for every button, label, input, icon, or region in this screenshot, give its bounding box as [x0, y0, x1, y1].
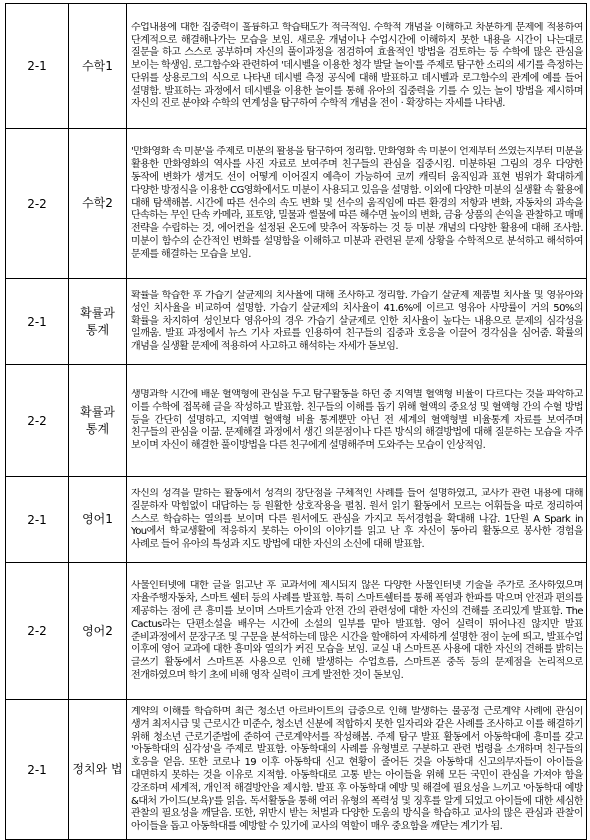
subject-cell	[69, 365, 127, 477]
subject-label: 영어1	[82, 512, 113, 526]
table-row	[6, 279, 587, 365]
table-row	[6, 700, 587, 840]
remarks-text: 사물인터넷에 대한 글을 읽고난 후 교과서에 제시되지 않은 다양한 사물인터넷 기술을 추가로 조사하였으며 자율주행자동차, 스마트 쉘터 등의 사례를 발표함. 특히 스마트쉘터를 통해 폭염과 한파를 막으며 안전과 편의를 제공하는 점에 큰 흥미를 보이며 스마트기술과 안전 간의 관련성에 대한 자신의 견해를 조리있게 발표함. The Cactus라는 단편소설을 배우는 시간에 소설의 일부를 맡아 발표함. 영어 실력이 뛰어나진 않지만 발표 준비과정에서 문장구조 및 구문을 분석하는데 많은 시간을 할애하여 자세하게 설명한 점이 눈에 띄고, 발표수업 이후에 영어 교과에 대한 흥미와 열의가 커진 모습을 보임. 교실 내 스마트폰 사용에 대한 자신의 견해를 밝히는 글쓰기 활동에서 스마트폰 사용으로 인해 발생하는 수업흐름, 스마트폰 중독 등의 문제점을 논리적으로 전개하였으며 학기 초에 비해 영작 실력이 크게 발전한 것이 돋보임.	[131, 580, 583, 681]
table-row	[6, 563, 587, 700]
remarks-cell	[127, 279, 587, 365]
subject-label: 통계	[85, 421, 110, 436]
term-cell: 2-1	[6, 4, 69, 129]
term-cell: 2-2	[6, 563, 69, 700]
remarks-cell	[127, 365, 587, 477]
table-row	[6, 477, 587, 563]
remarks-text: 자신의 성격을 말하는 활동에서 성격의 장단점을 구체적인 사례를 들어 설명하였고, 교사가 관련 내용에 대해 질문하자 막힘없이 대답하는 등 원활한 상호작용을 펼침. 원서 읽기 활동에서 모르는 어휘들을 따로 정리하여 스스로 학습하는 열의를 보이며 다른 원서에도 관심을 가지고 독서경험을 확대해 나감. 1단원 A Spark in You에서 학교생활에 적응하지 못하는 아이의 이야기를 읽고 난 후 자신이 동아리 활동으로 봉사한 경험을 사례로 들어 유아의 특성과 지도 방법에 대한 자신의 소신에 대해 발표함.	[131, 488, 583, 551]
remarks-cell	[127, 700, 587, 840]
subject-cell	[69, 4, 127, 129]
remarks-text: 확률을 학습한 후 가습기 살균제의 치사율에 대해 조사하고 정리함. 가습기 살균제 제품별 치사율 및 영유아와 성인 치사율을 비교하여 설명함. 가습기 살균제의 치사율이 41.6%에 이르고 영유아 사망률이 거의 50%의 확률을 차지하여 성인보다 영유아의 경우 가습기 살균제로 인한 치사율이 높다는 내용으로 문제의 심각성을 일깨움. 발표 과정에서 뉴스 기사 자료를 인용하여 친구들의 집중과 호응을 이끌어 경각심을 심어줌. 확률의 개념을 실생활 문제에 적용하여 사고하고 해석하는 자세가 돋보임.	[131, 290, 583, 353]
subject-cell	[69, 129, 127, 279]
remarks-cell	[127, 477, 587, 563]
remarks-text: '만화영화 속 미분'을 주제로 미분의 활용을 탐구하여 정리함. 만화영화 속 미분이 언제부터 쓰였는지부터 미분을 활용한 만화영화의 역사를 사진 자료로 보여주며 친구들의 관심을 집중시킴. 미분하된 그림의 경우 다양한 동작에 변화가 생겨도 선이 어떻게 이어질지 예측이 가능하여 코끼 캐릭터 움직임과 표현 범위가 확대하게 다양한 방정식을 이용한 CG영화에서도 미분이 사용되고 있음을 설명함. 이외에 다양한 미분의 실생활 속 활용에 대해 탐색해봄. 시간에 따른 선수의 속도 변화 및 선수의 움직임에 따른 환경의 저항과 변화, 자동차의 과속을 단속하는 무인 단속 카메라, 표토양, 밀물과 썰물에 따른 해수면 높이의 변화, 금융 상품의 손익을 관찰하고 매매 전략을 수립하는 것, 에어컨을 설정된 온도에 맞추어 작동하는 것 등 미분 개념의 다양한 활용에 대해 조사함. 미분이 함수의 순간적인 변화를 설명함을 이해하고 미분과 관련된 문제 상황을 수학적으로 분석하고 해석하여 문제를 해결하는 모습을 보임.	[131, 146, 583, 260]
remarks-cell	[127, 4, 587, 129]
remarks-text: 수업내용에 대한 집중력이 훌륭하고 학습태도가 적극적임. 수학적 개념을 이해하고 차분하게 문제에 적용하여 단계적으로 해결해나가는 모습을 보임. 새로운 개념이나 수업시간에 이해하지 못한 내용을 시간이 나는대로 질문을 하고 스스로 공부하며 자신의 풀이과정을 점검하여 효율적인 방법을 검토하는 등 수학에 많은 관심을 보이는 학생임. 로그함수와 관련하여 '데시벨을 이용한 청각 발달 놀이'를 주제로 탐구한 소리의 세기를 측정하는 단위를 상용로그의 식으로 나타낸 데시벨 측정 공식에 대해 발표하고 데시벨과 로그함수의 관계에 예를 들어 설명함. 발표하는 과정에서 데시벨을 이용한 놀이를 통해 유아의 집중력을 기를 수 있는 놀이 방법을 제시하며 자신의 진로 분야와 수학의 연계성을 탐구하여 수학적 개념을 전이 · 확장하는 자세를 나타냄.	[131, 21, 583, 110]
subject-cell	[69, 279, 127, 365]
subject-cell	[69, 563, 127, 700]
term-cell: 2-1	[6, 279, 69, 365]
remarks-cell	[127, 563, 587, 700]
subject-label: 확률과	[80, 404, 115, 419]
subject-label: 정치와 법	[72, 762, 123, 776]
subject-label: 영어2	[82, 623, 113, 638]
remarks-cell	[127, 129, 587, 279]
table-row	[6, 365, 587, 477]
term-cell: 2-2	[6, 365, 69, 477]
subject-record-table	[5, 3, 587, 840]
subject-label: 확률과	[80, 305, 115, 320]
subject-label: 수학2	[82, 196, 113, 210]
table-row	[6, 129, 587, 279]
term-cell: 2-1	[6, 477, 69, 563]
record-sheet	[5, 3, 587, 840]
term-cell: 2-2	[6, 129, 69, 279]
remarks-text: 생명과학 시간에 배운 혈액형에 관심을 두고 탐구활동을 하던 중 지역별 혈액형 비율이 다르다는 것을 파악하고 이를 수학에 접목해 글을 작성하고 발표함. 친구들의 이해를 돕기 위해 혈액의 중요성 및 혈액형 간의 수혈 방법 등을 간단히 설명하고, 지역별 혈액형 비율 통계뿐만 아닌 전 세계의 혈액형별 비율통계 자료를 보여주며 친구들의 관심을 이끎. 문제해결 과정에서 생긴 의문점이나 다른 방식의 해결방법에 대해 질문하는 모습을 자주 보이며 자신이 해결한 풀이방법을 다른 친구에게 설명해주며 도와주는 모습이 인상적임.	[131, 389, 583, 452]
term-cell: 2-1	[6, 700, 69, 840]
table-row	[6, 4, 587, 129]
subject-cell	[69, 700, 127, 840]
subject-label: 통계	[85, 322, 110, 337]
subject-label: 수학1	[82, 58, 113, 73]
remarks-text: 계약의 이해를 학습하며 최근 청소년 아르바이트의 급증으로 인해 발생하는 불공정 근로계약 사례에 관심이 생겨 최저시급 및 근로시간 미준수, 청소년 신분에 적합하지 못한 일자리와 같은 사례를 조사하고 이를 해결하기 위해 청소년 근로기준법에 준하여 근로계약서를 작성해봄. 주제 탐구 발표 활동에서 아동학대에 흥미를 갖고 '아동학대의 심각성'을 주제로 발표함. 아동학대의 사례를 유형별로 구분하고 관련 법령을 소개하며 친구들의 호응을 얻음. 또한 코로나 19 이후 아동학대 신고 현황이 줄어든 것을 아동학대 신고의무자들이 아이들을 대면하지 못하는 것을 이유로 지적함. 아동학대로 고통 받는 아이들을 위해 모든 국민이 관심을 가져야 함을 강조하며 세계적, 개인적 해결방안을 제시함. 발표 후 아동학대 예방 및 해결에 필요성을 느끼고 '아동학대 예방&대처 가이드(보육)'를 읽음. 독서활동을 통해 여러 유형의 폭력성 및 징후를 알게 되었고 아이들에 대한 세심한 관찰의 필요성을 깨달음. 또한, 위반시 받는 처벌과 다양한 도움의 방식을 학습하고 교사의 많은 관심과 관찰이 아이들을 돕고 아동학대를 예방할 수 있기에 교사의 역할이 매우 중요함을 깨닫는 계기가 됨.	[131, 706, 583, 833]
subject-cell	[69, 477, 127, 563]
